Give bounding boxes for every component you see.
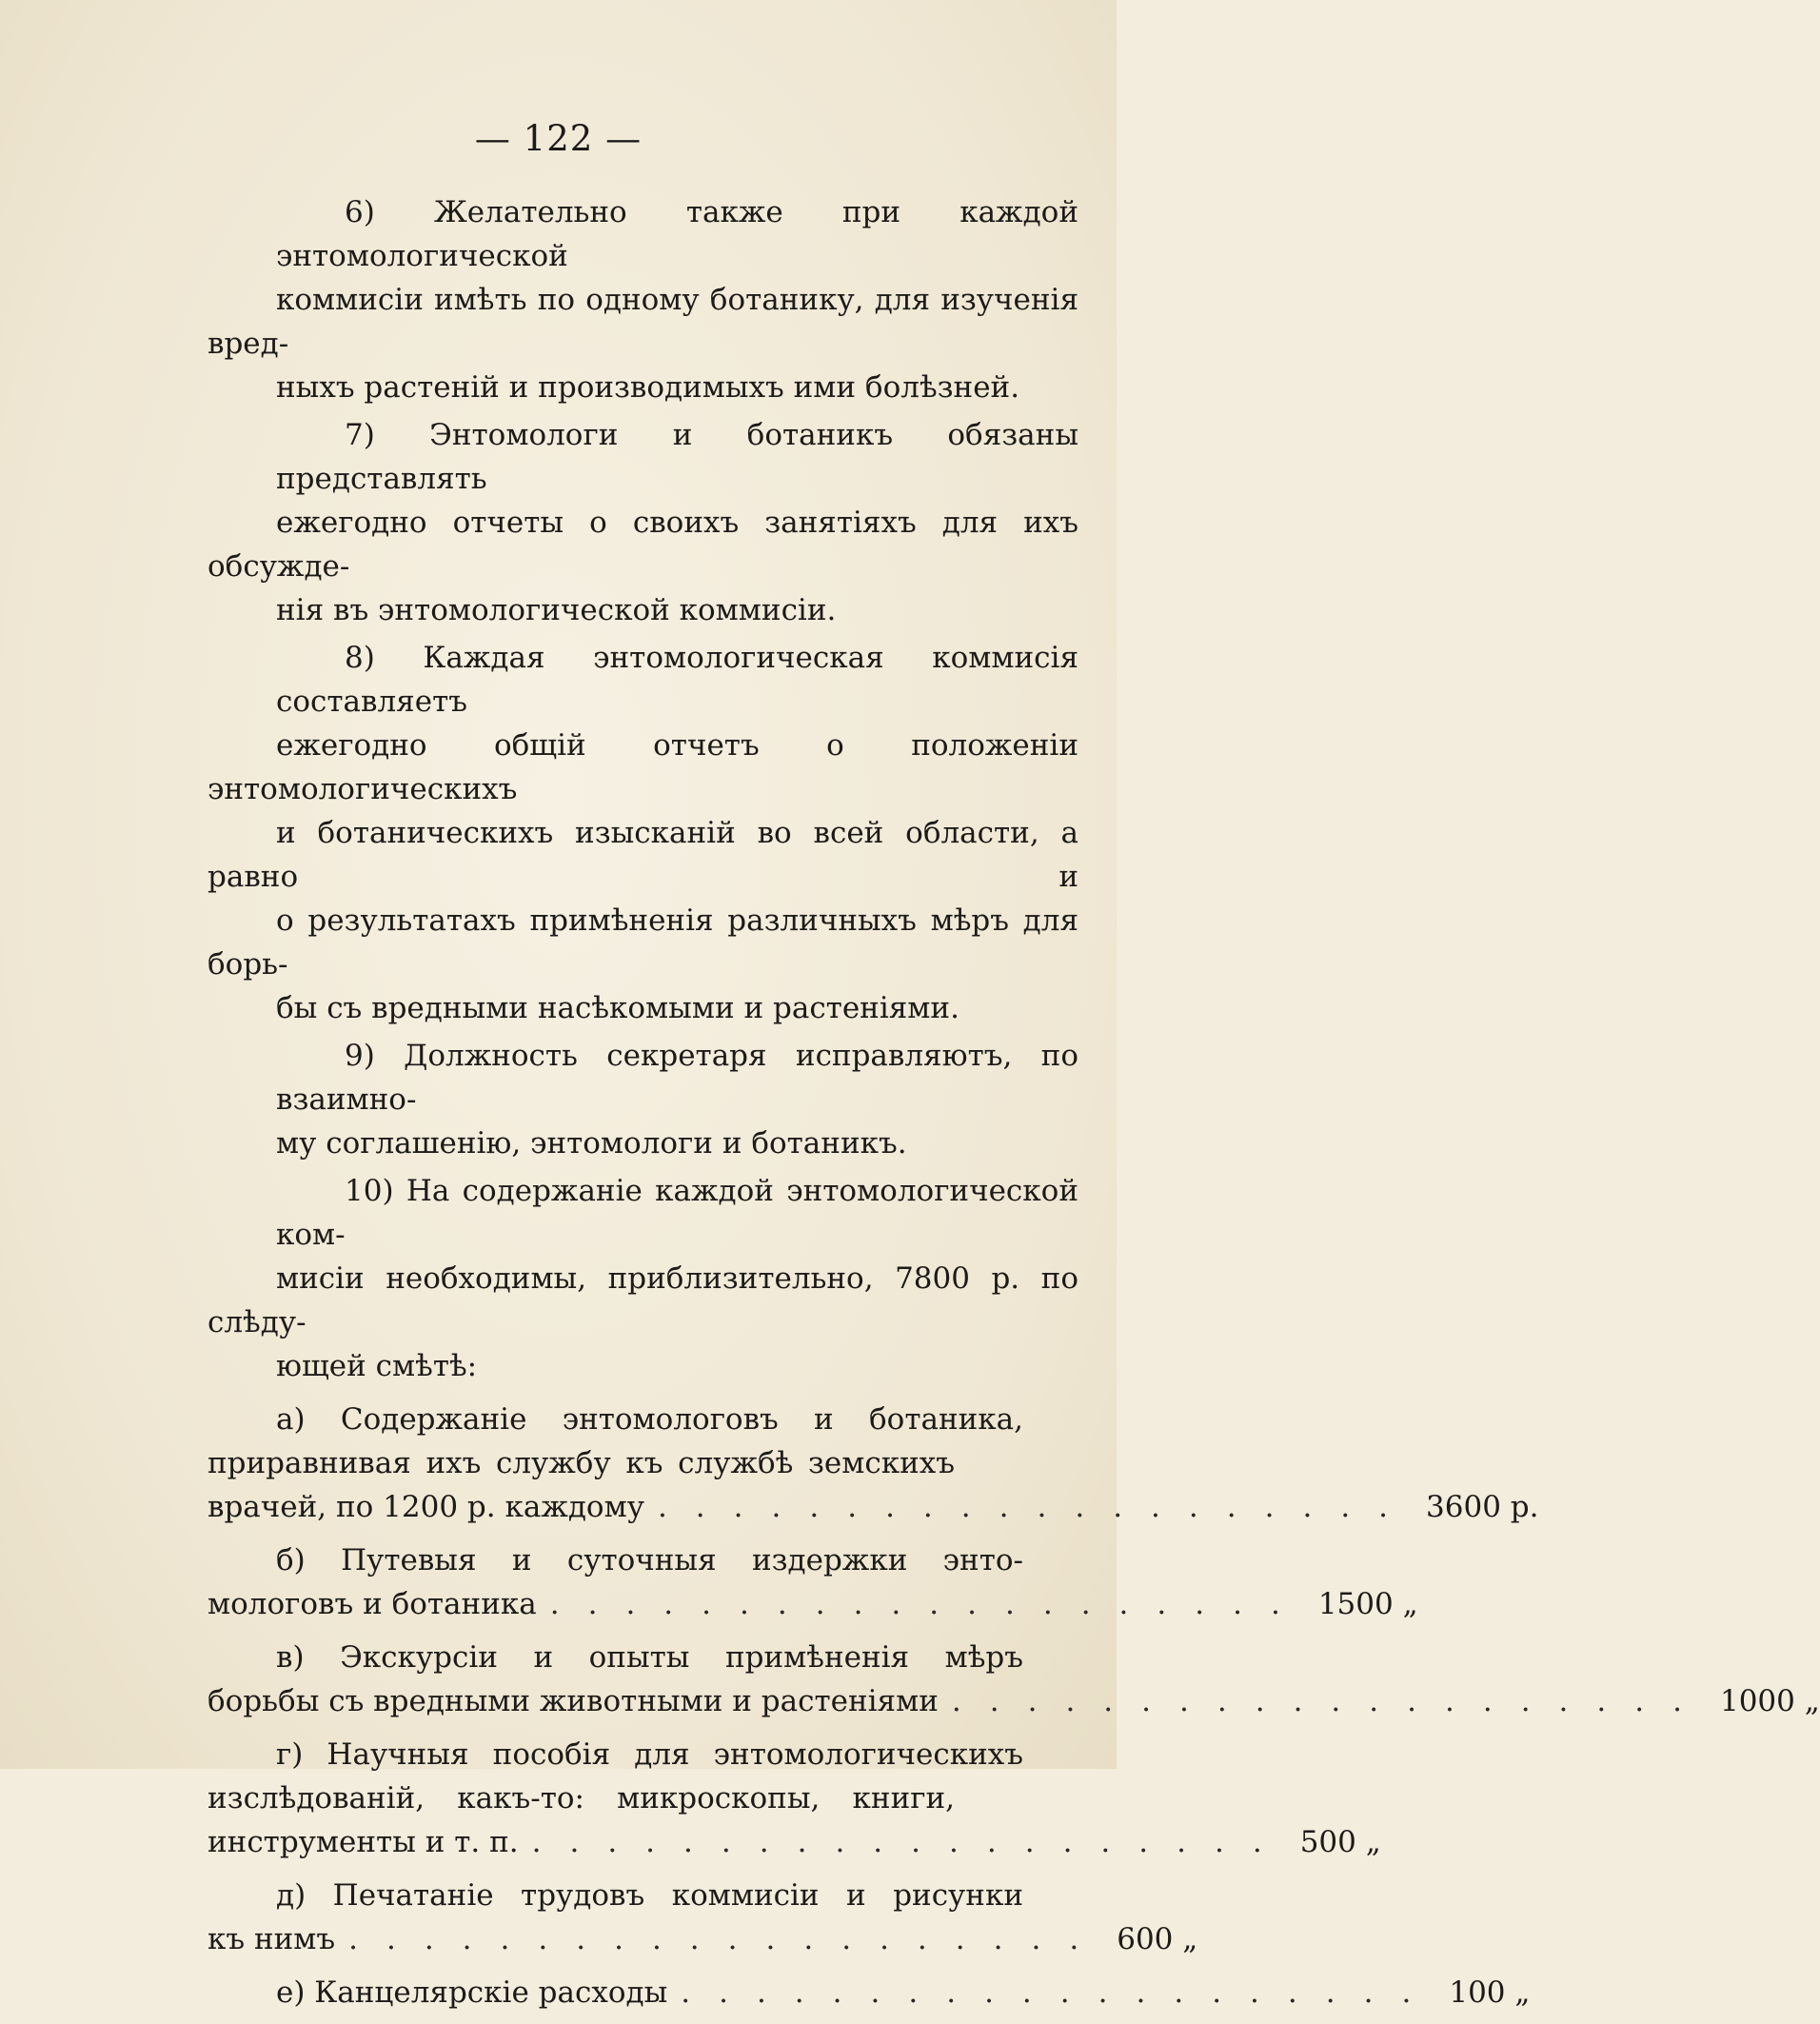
text-line: ющей смѣтѣ: (276, 1349, 478, 1383)
budget-item (208, 1538, 1418, 1626)
text-line: ежегодно отчеты о своихъ занятіяхъ для ихъ обсужде- (208, 506, 1078, 584)
dot-leader: .................... (681, 1975, 1440, 2010)
text-line: коммисіи имѣть по одному ботанику, для изученія вред- (208, 283, 1078, 361)
text-line: 6) Желательно также при каждой энтомологической (276, 195, 1078, 273)
budget-item-label: борьбы съ вредными животными и растеніями (208, 1684, 939, 1718)
budget-item-line: в) Экскурсіи и опыты примѣненія мѣръ (276, 1640, 1023, 1675)
page-number: — 122 — (474, 118, 643, 159)
budget-item-amount: 100 „ (1449, 1975, 1531, 2010)
budget-item (208, 1636, 1820, 1723)
budget-item-amount: 600 „ (1117, 1922, 1198, 1956)
budget-item-total-line (208, 1971, 1531, 2014)
dot-leader: .................... (531, 1825, 1291, 1859)
budget-item-amount: 1000 „ (1719, 1684, 1820, 1718)
text-line: му соглашенію, энтомологи и ботаникъ. (276, 1126, 907, 1161)
budget-item-line: д) Печатаніе трудовъ коммисіи и рисунки (276, 1878, 1023, 1913)
paragraph-list (208, 190, 1078, 1388)
text-line: ежегодно общій отчетъ о положеніи энтомологическихъ (208, 728, 1078, 806)
dot-leader: .................... (951, 1684, 1711, 1718)
budget-item-label: мологовъ и ботаника (208, 1587, 537, 1621)
budget-item-label: врачей, по 1200 р. каждому (208, 1490, 644, 1524)
budget-item (208, 1971, 1531, 2014)
budget-item-line: изслѣдованій, какъ-то: микроскопы, книги, (208, 1781, 955, 1816)
budget-item-line: приравнивая ихъ службу къ службѣ земскихъ (208, 1446, 955, 1480)
budget-item (208, 1398, 1539, 1529)
dot-leader: .................... (348, 1922, 1108, 1956)
budget-item-total-line (208, 1485, 1539, 1529)
text-line: о результатахъ примѣненія различныхъ мѣръ для борь- (208, 903, 1078, 982)
paragraph (208, 1169, 1078, 1388)
budget-item-label: къ нимъ (208, 1922, 336, 1956)
text-line: мисіи необходимы, приблизительно, 7800 р. по слѣду- (208, 1261, 1078, 1339)
budget-item-total-line (208, 1679, 1820, 1723)
text-line: 10) На содержаніе каждой энтомологической ком- (276, 1174, 1078, 1252)
text-line: и ботаническихъ изысканій во всей области, а равно и (208, 816, 1078, 894)
budget-item-total-line (208, 1582, 1418, 1626)
budget-item-label: инструменты и т. п. (208, 1825, 519, 1859)
dot-leader: .................... (657, 1490, 1417, 1524)
text-line: 7) Энтомологи и ботаникъ обязаны представлять (276, 418, 1078, 496)
budget-item-amount: 1500 „ (1317, 1587, 1418, 1621)
budget-list (208, 1398, 1820, 2014)
text-line: ныхъ растеній и производимыхъ ими болѣзней. (276, 370, 1020, 405)
budget-item-amount: 3600 р. (1426, 1490, 1539, 1524)
budget-item-label: е) Канцелярскіе расходы (276, 1975, 668, 2010)
paragraph (208, 636, 1078, 1030)
text-line: нія въ энтомологической коммисіи. (276, 593, 837, 627)
body-text (208, 190, 1820, 2024)
budget-item-line: б) Путевыя и суточныя издержки энто- (276, 1543, 1023, 1578)
dot-leader: .................... (549, 1587, 1309, 1621)
budget-item (208, 1733, 1381, 1864)
budget-item-total-line (208, 1820, 1381, 1864)
budget-item-amount: 500 „ (1299, 1825, 1381, 1859)
text-line: бы съ вредными насѣкомыми и растеніями. (276, 991, 959, 1025)
text-line: 9) Должность секретаря исправляютъ, по взаимно- (276, 1039, 1078, 1117)
paragraph (208, 1034, 1078, 1165)
text-line: 8) Каждая энтомологическая коммисія составляетъ (276, 641, 1078, 719)
budget-item-line: а) Содержаніе энтомологовъ и ботаника, (276, 1402, 1023, 1437)
budget-item (208, 1874, 1198, 1961)
budget-item-line: г) Научныя пособія для энтомологическихъ (276, 1737, 1023, 1772)
paragraph (208, 413, 1078, 632)
budget-item-total-line (208, 1917, 1198, 1961)
paragraph (208, 190, 1078, 409)
